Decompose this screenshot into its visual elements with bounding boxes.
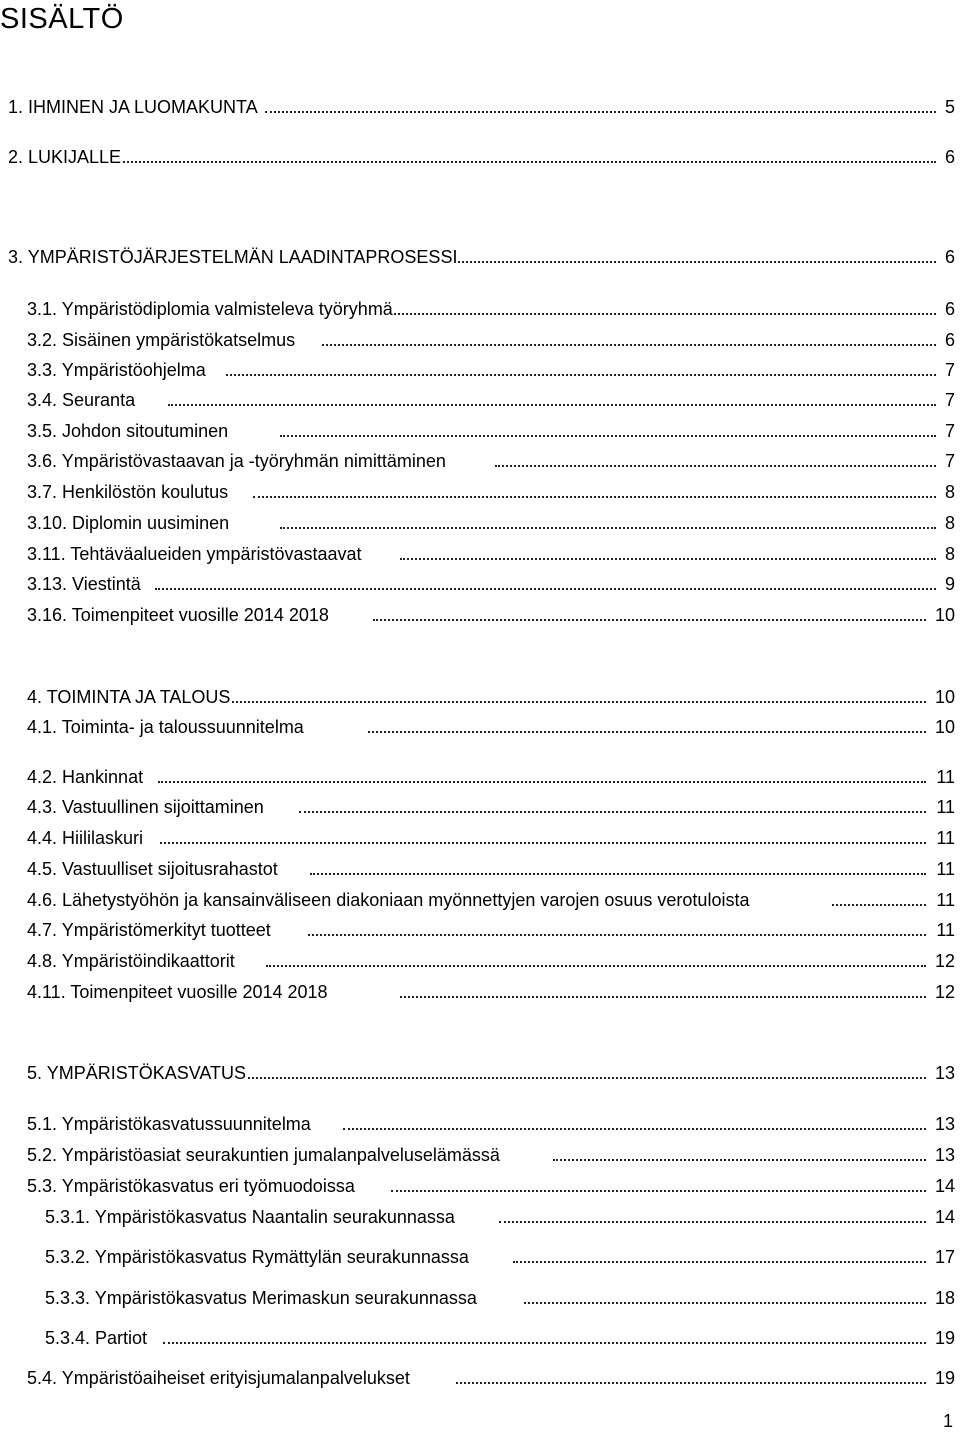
toc-dot-leader <box>368 731 926 733</box>
toc-entry[interactable] <box>0 1366 960 1390</box>
toc-dot-leader <box>310 873 926 875</box>
toc-entry[interactable] <box>0 980 960 1004</box>
toc-dot-leader <box>373 619 926 621</box>
toc-entry-page[interactable]: 6 <box>942 245 955 269</box>
toc-entry[interactable] <box>0 297 960 321</box>
page-number: 1 <box>942 1411 953 1431</box>
toc-dot-leader <box>112 161 936 163</box>
toc-entry[interactable] <box>0 388 960 412</box>
toc-entry-page[interactable]: 11 <box>933 795 955 819</box>
toc-entry-label[interactable]: 5.3. Ympäristökasvatus eri työmuodoissa <box>27 1176 355 1196</box>
toc-entry[interactable] <box>0 1286 960 1310</box>
toc-entry-page[interactable]: 7 <box>942 388 955 412</box>
toc-entry[interactable] <box>0 480 960 504</box>
toc-entry[interactable] <box>0 95 960 119</box>
toc-dot-leader <box>280 527 936 529</box>
toc-dot-leader <box>226 374 936 376</box>
toc-entry-label[interactable]: 5.3.2. Ympäristökasvatus Rymättylän seurakunnassa <box>45 1247 469 1267</box>
toc-dot-leader <box>228 1077 926 1079</box>
toc-entry[interactable] <box>0 145 960 169</box>
toc-entry-page[interactable]: 9 <box>942 572 955 596</box>
toc-entry-label[interactable]: 3.6. Ympäristövastaavan ja -työryhmän nimittäminen <box>27 451 446 471</box>
toc-entry-page[interactable]: 10 <box>932 685 955 709</box>
toc-entry-label[interactable]: 3.16. Toimenpiteet vuosille 2014 2018 <box>27 605 329 625</box>
toc-entry-label[interactable]: 2. LUKIJALLE <box>8 147 122 167</box>
toc-entry-page[interactable]: 11 <box>933 765 955 789</box>
toc-dot-leader <box>168 404 936 406</box>
toc-entry[interactable] <box>0 715 960 739</box>
toc-entry-page[interactable]: 19 <box>932 1326 955 1350</box>
toc-entry[interactable] <box>0 419 960 443</box>
toc-dot-leader <box>343 1128 926 1130</box>
toc-entry-label[interactable]: 4.2. Hankinnat <box>27 767 144 787</box>
toc-entry-page[interactable]: 7 <box>942 358 955 382</box>
toc-dot-leader <box>832 904 926 906</box>
toc-entry[interactable] <box>0 949 960 973</box>
toc-entry-label[interactable]: 5.3.4. Partiot <box>45 1328 148 1348</box>
toc-dot-leader <box>391 1190 926 1192</box>
toc-entry[interactable] <box>0 449 960 473</box>
toc-entry-page[interactable]: 13 <box>932 1112 955 1136</box>
toc-dot-leader <box>160 842 926 844</box>
toc-entry[interactable] <box>0 1205 960 1229</box>
toc-entry-label[interactable]: 4.4. Hiililaskuri <box>27 828 144 848</box>
toc-entry-page[interactable]: 7 <box>942 449 955 473</box>
toc-entry-label[interactable]: 5.3.1. Ympäristökasvatus Naantalin seurakunnassa <box>45 1207 455 1227</box>
toc-entry-page[interactable]: 17 <box>932 1245 955 1269</box>
toc-entry-label[interactable]: 5.4. Ympäristöaiheiset erityisjumalanpalvelukset <box>27 1368 410 1388</box>
toc-dot-leader <box>163 1342 926 1344</box>
toc-entry[interactable] <box>0 542 960 566</box>
toc-entry[interactable] <box>0 1112 960 1136</box>
toc-entry[interactable] <box>0 603 960 627</box>
toc-dot-leader <box>155 588 936 590</box>
toc-entry-page[interactable]: 18 <box>932 1286 955 1310</box>
toc-dot-leader <box>266 965 926 967</box>
toc-entry[interactable] <box>0 685 960 709</box>
toc-dot-leader <box>299 811 926 813</box>
toc-entry-label[interactable]: 3.5. Johdon sitoutuminen <box>27 421 229 441</box>
toc-entry[interactable] <box>0 1061 960 1085</box>
toc-entry[interactable] <box>0 1245 960 1269</box>
toc-entry-label[interactable]: 3.7. Henkilöstön koulutus <box>27 482 229 502</box>
toc-entry-page[interactable]: 6 <box>942 297 955 321</box>
toc-entry[interactable] <box>0 826 960 850</box>
toc-entry[interactable] <box>0 765 960 789</box>
toc-dot-leader <box>499 1221 926 1223</box>
toc-entry-label[interactable]: 4.1. Toiminta- ja taloussuunnitelma <box>27 717 304 737</box>
toc-entry[interactable] <box>0 918 960 942</box>
toc-dot-leader <box>553 1159 926 1161</box>
toc-dot-leader <box>280 435 936 437</box>
toc-entry-page[interactable]: 11 <box>933 918 955 942</box>
toc-entry-label[interactable]: 3.13. Viestintä <box>27 574 141 594</box>
toc-entry-page[interactable]: 12 <box>932 980 955 1004</box>
toc-dot-leader <box>322 344 936 346</box>
toc-entry-page[interactable]: 8 <box>942 511 955 535</box>
toc-entry-page[interactable]: 19 <box>932 1366 955 1390</box>
toc-dot-leader <box>445 261 936 263</box>
toc-entry-page[interactable]: 10 <box>932 603 955 627</box>
toc-entry-label[interactable]: 3.3. Ympäristöohjelma <box>27 360 206 380</box>
toc-dot-leader <box>524 1302 926 1304</box>
toc-entry-page[interactable]: 11 <box>933 888 955 912</box>
toc-entry-label[interactable]: 4.6. Lähetystyöhön ja kansainväliseen diakoniaan myönnettyjen varojen osuus verotuloista <box>27 890 750 910</box>
toc-dot-leader <box>400 996 926 998</box>
page-title: SISÄLTÖ <box>0 3 124 35</box>
toc-dot-leader <box>495 465 936 467</box>
toc-entry-label[interactable]: 5.1. Ympäristökasvatussuunnitelma <box>27 1114 311 1134</box>
toc-entry-page[interactable]: 5 <box>942 95 955 119</box>
toc-dot-leader <box>308 934 926 936</box>
toc-entry-page[interactable]: 10 <box>932 715 955 739</box>
toc-dot-leader <box>220 701 926 703</box>
toc-entry[interactable] <box>0 245 960 269</box>
toc-entry-page[interactable]: 12 <box>932 949 955 973</box>
toc-dot-leader <box>456 1382 926 1384</box>
toc-entry[interactable] <box>0 1143 960 1167</box>
toc-dot-leader <box>513 1261 926 1263</box>
toc-entry-page[interactable]: 11 <box>933 826 955 850</box>
toc-entry-page[interactable]: 11 <box>933 857 955 881</box>
toc-entry-label[interactable]: 3.2. Sisäinen ympäristökatselmus <box>27 330 296 350</box>
toc-entry-page[interactable]: 14 <box>932 1205 955 1229</box>
toc-entry-page[interactable]: 8 <box>942 480 955 504</box>
toc-entry-label[interactable]: 3.10. Diplomin uusiminen <box>27 513 230 533</box>
toc-entry-page[interactable]: 13 <box>932 1143 955 1167</box>
toc-entry-page[interactable]: 13 <box>932 1061 955 1085</box>
toc-entry-label[interactable]: 3.4. Seuranta <box>27 390 136 410</box>
toc-entry-label[interactable]: 4.5. Vastuulliset sijoitusrahastot <box>27 859 278 879</box>
toc-entry-label[interactable]: 4.3. Vastuullinen sijoittaminen <box>27 797 264 817</box>
toc-dot-leader <box>365 313 936 315</box>
toc-entry-label[interactable]: 4.11. Toimenpiteet vuosille 2014 2018 <box>27 982 328 1002</box>
toc-dot-leader <box>400 558 936 560</box>
toc-entry[interactable] <box>0 1326 960 1350</box>
toc-entry-label[interactable]: 3.11. Tehtäväalueiden ympäristövastaavat <box>27 544 362 564</box>
toc-entry[interactable] <box>0 857 960 881</box>
toc-entry-label[interactable]: 5.2. Ympäristöasiat seurakuntien jumalanpalveluselämässä <box>27 1145 500 1165</box>
toc-entry-label[interactable]: 3. YMPÄRISTÖJÄRJESTELMÄN LAADINTAPROSESSI <box>8 247 458 267</box>
toc-entry-page[interactable]: 8 <box>942 542 955 566</box>
toc-entry-page[interactable]: 7 <box>942 419 955 443</box>
toc-entry[interactable] <box>0 888 960 912</box>
toc-entry[interactable] <box>0 572 960 596</box>
toc-entry-label[interactable]: 1. IHMINEN JA LUOMAKUNTA <box>8 97 258 117</box>
toc-entry-page[interactable]: 14 <box>932 1174 955 1198</box>
toc-entry[interactable] <box>0 511 960 535</box>
toc-entry-label[interactable]: 4.8. Ympäristöindikaattorit <box>27 951 235 971</box>
toc-entry[interactable] <box>0 358 960 382</box>
toc-entry-label[interactable]: 4. TOIMINTA JA TALOUS <box>27 687 231 707</box>
toc-entry[interactable] <box>0 795 960 819</box>
toc-entry[interactable] <box>0 1174 960 1198</box>
toc-dot-leader <box>253 496 936 498</box>
toc-entry-page[interactable]: 6 <box>942 328 955 352</box>
toc-dot-leader <box>265 111 936 113</box>
toc-entry-label[interactable]: 5.3.3. Ympäristökasvatus Merimaskun seurakunnassa <box>45 1288 477 1308</box>
toc-entry-label[interactable]: 3.1. Ympäristödiplomia valmisteleva työryhmä <box>27 299 393 319</box>
toc-entry-page[interactable]: 6 <box>942 145 955 169</box>
toc-entry-label[interactable]: 5. YMPÄRISTÖKASVATUS <box>27 1063 247 1083</box>
toc-entry-label[interactable]: 4.7. Ympäristömerkityt tuotteet <box>27 920 271 940</box>
toc-dot-leader <box>158 781 926 783</box>
toc-entry[interactable] <box>0 328 960 352</box>
